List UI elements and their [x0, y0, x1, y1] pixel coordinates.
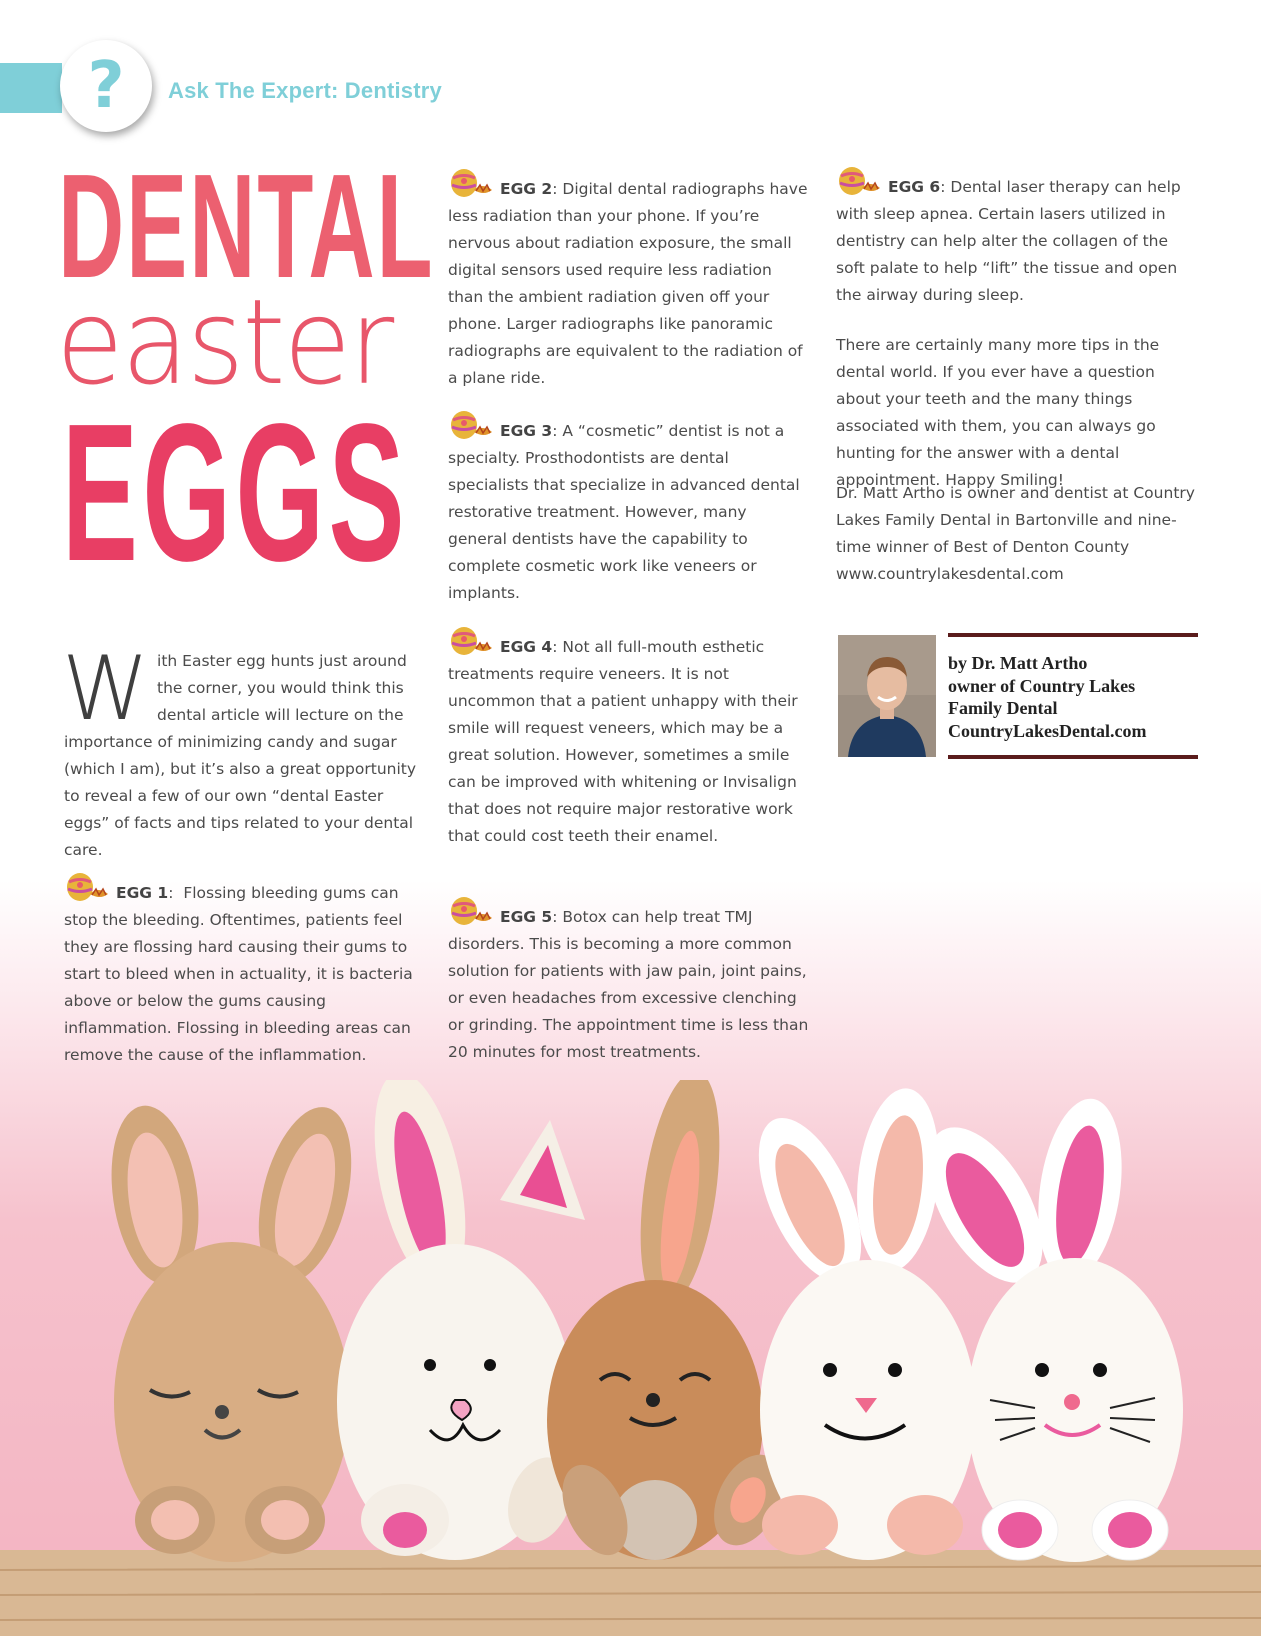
- decorated-egg-icon: [448, 410, 498, 440]
- egg-text: Digital dental radiographs have less radiation than your phone. If you’re nervous about radiation exposure, the small digital sensors used require less radiation than the ambient radiation given off your phone. Larger radiographs like panoramic radiographs are equivalent to the radiation of a plane ride.: [448, 180, 808, 387]
- egg-4-tip: [448, 626, 814, 850]
- egg-1-tip: [64, 872, 416, 1069]
- author-photo: [838, 635, 936, 757]
- egg-separator: :: [552, 908, 558, 926]
- decorated-egg-icon: [448, 168, 498, 198]
- section-label: Ask The Expert: Dentistry: [168, 78, 442, 103]
- title-eggs: EGGS: [62, 383, 410, 602]
- egg-separator: :: [552, 638, 558, 656]
- author-bio: Dr. Matt Artho is owner and dentist at Country Lakes Family Dental in Bartonville and nine-time winner of Best of Denton County www.countrylakesdental.com: [836, 484, 1195, 583]
- egg-text: Dental laser therapy can help with sleep apnea. Certain lasers utilized in dentistry can help alter the collagen of the soft palate to help “lift” the tissue and open the airway during sleep.: [836, 178, 1181, 304]
- egg-2-tip: [448, 168, 808, 392]
- egg-5-tip: [448, 896, 814, 1066]
- egg-separator: :: [940, 178, 946, 196]
- egg-separator: :: [168, 884, 174, 902]
- egg-label: EGG 4: [500, 638, 553, 656]
- author-name: by Dr. Matt Artho: [948, 653, 1088, 673]
- bunny-eggs-illustration: [0, 1080, 1261, 1636]
- decorated-egg-icon: [64, 872, 114, 902]
- egg-label: EGG 6: [888, 178, 941, 196]
- intro-paragraph: [62, 637, 424, 864]
- decorated-egg-icon: [448, 896, 498, 926]
- egg-3-tip: [448, 410, 808, 607]
- egg-label: EGG 1: [116, 884, 169, 902]
- egg-separator: :: [552, 180, 558, 198]
- egg-label: EGG 3: [500, 422, 553, 440]
- title-dental: DENTAL: [58, 144, 435, 309]
- bunny-egg-1: [101, 1098, 368, 1562]
- author-website: CountryLakesDental.com: [948, 720, 1147, 741]
- egg-label: EGG 5: [500, 908, 553, 926]
- drop-cap: W: [62, 637, 150, 740]
- closing-paragraph: There are certainly many more tips in the dental world. If you ever have a question about your teeth and the many things associated with them, you can always go hunting for the answer with a dental appointment. Happy Smiling!: [836, 336, 1160, 489]
- egg-6-tip: [836, 166, 1198, 309]
- author-rule-bottom: [948, 755, 1198, 759]
- egg-text: Botox can help treat TMJ disorders. This is becoming a more common solution for patients with jaw pain, joint pains, or even headaches from excessive clenching or grinding. The appointment time is less than 20 minutes for most treatments.: [448, 908, 809, 1061]
- author-rule-top: [948, 633, 1198, 637]
- egg-label: EGG 2: [500, 180, 553, 198]
- title-easter: easter: [56, 273, 393, 411]
- bunny-egg-3: [547, 1080, 795, 1565]
- bunny-egg-2: [337, 1080, 585, 1560]
- decorated-egg-icon: [448, 626, 498, 656]
- egg-text: A “cosmetic” dentist is not a specialty. Prosthodontists are dental specialists that specialize in advanced dental restorative treatment. However, many general dentists have the capability to complete cosmetic work like veneers or implants.: [448, 422, 800, 602]
- egg-separator: :: [552, 422, 558, 440]
- intro-text: ith Easter egg hunts just around the corner, you would think this dental article will lecture on the importance of minimizing candy and sugar (which I am), but it’s also a great opportunity to reveal a few of our own “dental Easter eggs” of facts and tips related to your dental care.: [64, 652, 417, 859]
- author-title-line: Family Dental: [948, 698, 1058, 718]
- section-tab-bar: [0, 63, 62, 113]
- author-title-line: owner of Country Lakes: [948, 675, 1136, 696]
- egg-text: Not all full-mouth esthetic treatments require veneers. It is not uncommon that a patient unhappy with their smile will request veneers, which may be a great solution. However, sometimes a smile can be improved with whitening or Invisalign that does not require major restorative work that could cost teeth their enamel.: [448, 638, 798, 845]
- author-byline: [948, 652, 1198, 742]
- question-mark-icon: ?: [60, 40, 152, 132]
- egg-text: Flossing bleeding gums can stop the bleeding. Oftentimes, patients feel they are flossing hard causing their gums to start to bleed when in actuality, it is bacteria above or below the gums causing inflammation. Flossing in bleeding areas can remove the cause of the inflammation.: [64, 884, 413, 1064]
- decorated-egg-icon: [836, 166, 886, 196]
